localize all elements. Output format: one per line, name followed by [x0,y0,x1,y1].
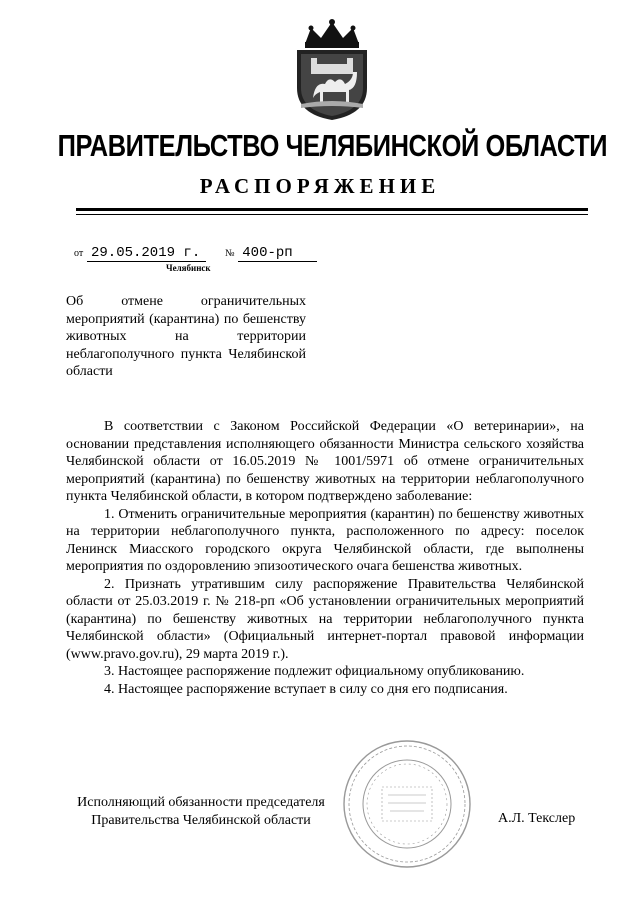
date-value: 29.05.2019 г. [87,245,206,262]
body-paragraph-1: 1. Отменить ограничительные мероприятия (карантин) по бешенству животных на территории неблагополучного пункта, расположенного по адресу: поселок Ленинск Миасского городского округа Челябинской области, где выполнены мероприятия по оздоровлению эпизоотического очага бешенства животных. [66,506,584,574]
signer-position-line-1: Исполняющий обязанности председателя [77,795,325,810]
coat-of-arms-emblem [291,18,373,122]
number-prefix: № [224,248,235,259]
body-paragraph-3: 3. Настоящее распоряжение подлежит официальному опубликованию. [104,664,525,679]
document-subject: Об отмене ограничительных мероприятий (карантина) по бешенству животных на территории неблагополучного пункта Челябинской области [66,294,306,379]
date-prefix: от [74,248,84,259]
city-label: Челябинск [166,263,211,273]
official-stamp [340,737,474,871]
document-body [66,418,584,698]
document-type-title: РАСПОРЯЖЕНИЕ [199,174,441,198]
signer-position [66,794,336,829]
header-divider-thin [76,214,588,215]
number-value: 400-рп [238,245,316,262]
header-divider-thick [76,208,588,211]
body-paragraph-4: 4. Настоящее распоряжение вступает в силу со дня его подписания. [104,681,508,697]
signer-position-line-2: Правительства Челябинской области [91,812,311,828]
signer-name: А.Л. Текслер [498,811,576,826]
body-paragraph-preamble: В соответствии с Законом Российской Федерации «О ветеринарии», на основании представления исполняющего обязанности Министра сельского хозяйства Челябинской области от 16.05.2019 № 1001/5971 об отмене ограничительных мероприятий (карантина) по бешенству животных на территории неблагополучного пункта Челябинской области, в котором подтверждено заболевание: [66,419,584,504]
body-paragraph-2: 2. Признать утратившим силу распоряжение Правительства Челябинской области от 25.03.2019 г. № 218-рп «Об установлении ограничительных мероприятий (карантина) по бешенству животных на территории неблагополучного пункта Челябинской области» (Официальный интернет-портал правовой информации (www.pravo.gov.ru), 29 марта 2019 г.). [66,576,584,662]
organization-title: ПРАВИТЕЛЬСТВО ЧЕЛЯБИНСКОЙ ОБЛАСТИ [57,128,608,163]
date-number-row [74,244,317,262]
